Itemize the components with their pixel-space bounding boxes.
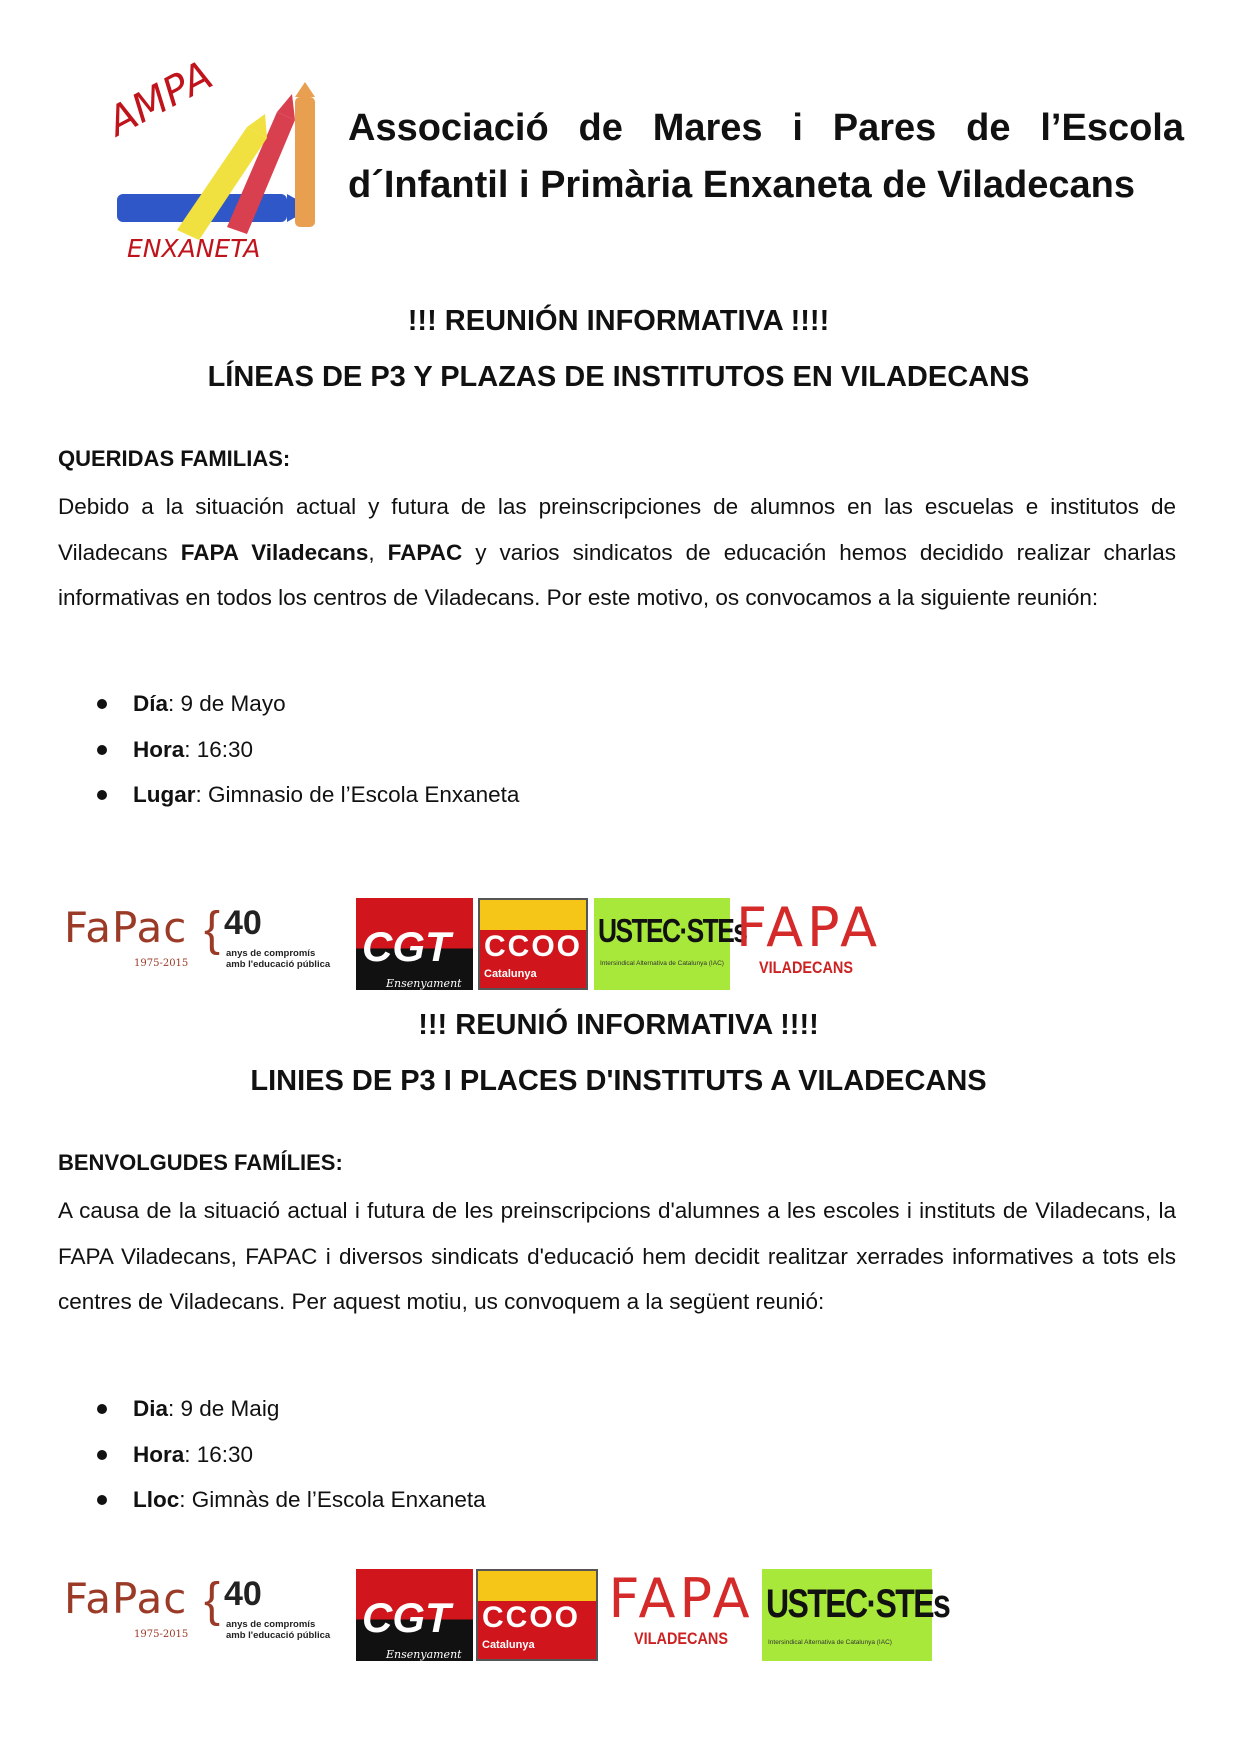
list-item: Lugar: Gimnasio de l’Escola Enxaneta — [95, 772, 519, 818]
ustec-logo: USTEC·STEs Intersindical Alternativa de Catalunya (IAC) — [762, 1569, 932, 1661]
list-item: Lloc: Gimnàs de l’Escola Enxaneta — [95, 1477, 486, 1523]
sponsor-logos-row-1 — [0, 898, 1237, 990]
list-item: Hora: 16:30 — [95, 727, 519, 773]
es-title: !!! REUNIÓN INFORMATIVA !!!! — [407, 305, 830, 337]
cgt-logo: CGT Ensenyament — [356, 1569, 473, 1661]
list-item: Hora: 16:30 — [95, 1432, 486, 1478]
header-title-line1: Associació de Mares i Pares de l’Escola — [348, 107, 1184, 149]
header-title-line2: d´Infantil i Primària Enxaneta de Viladecans — [348, 164, 1136, 206]
ca-title: !!! REUNIÓ INFORMATIVA !!!! — [418, 1009, 819, 1041]
ampa-logo-text: AMPA — [100, 52, 221, 146]
fapac-logo: FaPac { 40 1975-2015 anys de compromís amb l'educació pública — [64, 903, 331, 970]
list-item: Dia: 9 de Maig — [95, 1386, 486, 1432]
es-paragraph: Debido a la situación actual y futura de las preinscripciones de alumnos en las escuelas e institutos de Viladecans FAPA Viladecans, FAPAC y varios sindicatos de educación hemos decidido realizar charlas informativas en todos los centros de Viladecans. Por este motivo, os convocamos a la siguiente reunión: — [58, 494, 1176, 610]
ccoo-logo: CCOO Catalunya — [478, 898, 588, 990]
list-item: Día: 9 de Mayo — [95, 681, 519, 727]
cgt-logo: CGT Ensenyament — [356, 898, 473, 990]
es-details-list — [95, 681, 519, 818]
es-subtitle: LÍNEAS DE P3 Y PLAZAS DE INSTITUTOS EN VILADECANS — [207, 361, 1030, 393]
ccoo-logo: CCOO Catalunya — [476, 1569, 598, 1661]
enxaneta-logo-text: ENXANETA — [127, 234, 261, 263]
ampa-logo — [100, 52, 329, 267]
ca-paragraph: A causa de la situació actual i futura de les preinscripcions d'alumnes a les escoles i instituts de Viladecans, la FAPA Viladecans, FAPAC i diversos sindicats d'educació hem decidit realitzar xerrades informatives a tots els centres de Viladecans. Per aquest motiu, us convoquem a la següent reunió: — [58, 1198, 1176, 1314]
ca-greeting: BENVOLGUDES FAMÍLIES: — [58, 1150, 343, 1175]
ca-subtitle: LINIES DE P3 I PLACES D'INSTITUTS A VILADECANS — [250, 1065, 987, 1097]
es-greeting: QUERIDAS FAMILIAS: — [58, 446, 291, 471]
fapa-logo: FAPA VILADECANS — [736, 896, 882, 977]
ustec-logo: USTEC·STEs Intersindical Alternativa de Catalunya (IAC) — [594, 898, 730, 990]
ca-details-list — [95, 1386, 486, 1523]
fapac-logo: FaPac { 40 1975-2015 anys de compromís amb l'educació pública — [64, 1574, 331, 1641]
sponsor-logos-row-2 — [0, 1569, 1237, 1661]
fapa-logo: FAPA VILADECANS — [608, 1567, 754, 1648]
